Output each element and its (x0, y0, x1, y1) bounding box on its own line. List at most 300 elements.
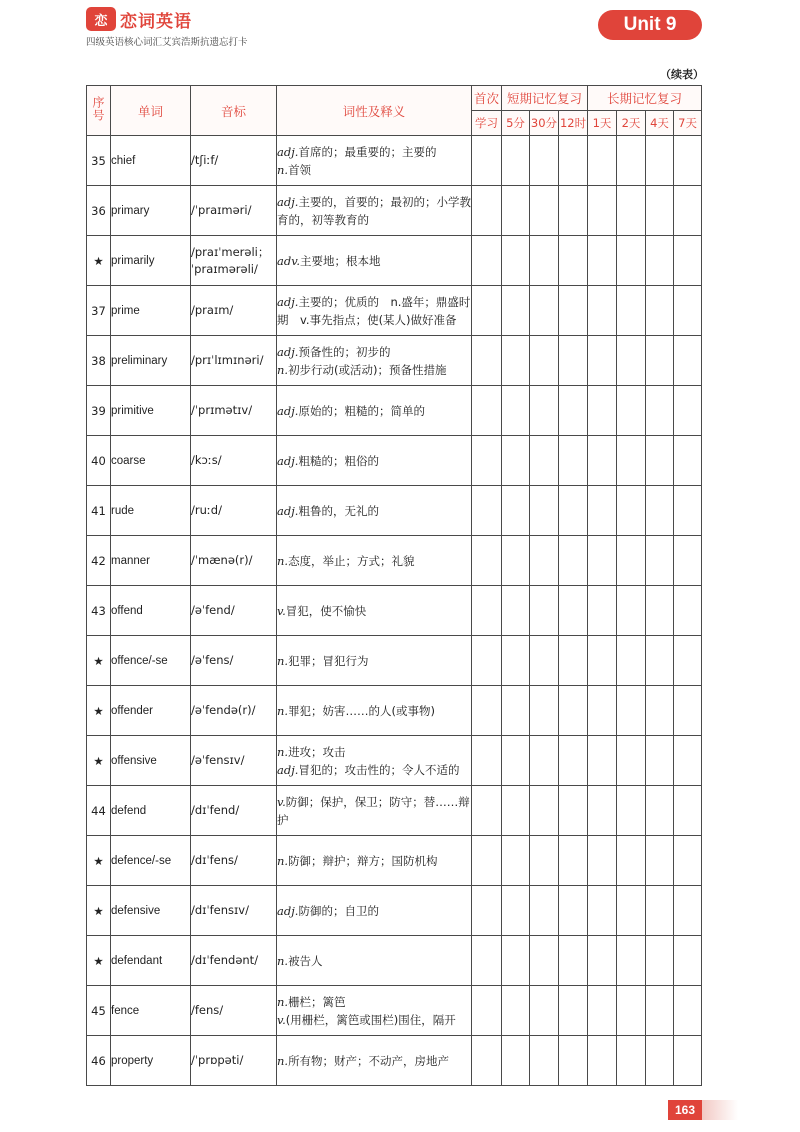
part-of-speech: adj. (277, 453, 299, 468)
word: preliminary (111, 336, 191, 386)
meaning: 期 v.事先指点；使(某人)做好准备 (277, 312, 457, 327)
definition-line (277, 252, 471, 270)
definition-line (277, 161, 471, 179)
definition-line (277, 552, 471, 570)
unit-badge: Unit 9 (598, 10, 702, 40)
review-checkbox[interactable] (646, 136, 674, 186)
review-checkbox[interactable] (674, 686, 702, 736)
table-row (87, 536, 702, 586)
page-tab-decoration (702, 1100, 738, 1120)
review-checkbox[interactable] (559, 586, 588, 636)
meaning: 进攻；攻击 (288, 744, 346, 759)
review-checkbox[interactable] (646, 986, 674, 1036)
review-checkbox[interactable] (646, 386, 674, 436)
col-header-word: 单词 (111, 86, 191, 136)
review-checkbox[interactable] (502, 286, 530, 336)
col-header-7day: 7天 (674, 111, 702, 136)
table-row (87, 986, 702, 1036)
part-of-speech: adj. (277, 194, 299, 209)
meaning: 首席的；最重要的；主要的 (298, 144, 437, 159)
col-header-definition: 词性及释义 (277, 86, 472, 136)
phonetic (191, 586, 277, 636)
definition-line (277, 952, 471, 970)
row-number: ★ (87, 636, 111, 686)
table-continued-note: （续表） (660, 68, 704, 81)
review-checkbox[interactable] (617, 536, 646, 586)
word: manner (111, 536, 191, 586)
review-checkbox[interactable] (559, 136, 588, 186)
part-of-speech: n. (277, 953, 289, 968)
review-checkbox[interactable] (502, 236, 530, 286)
definition (277, 136, 472, 186)
phonetic (191, 736, 277, 786)
review-checkbox[interactable] (588, 436, 617, 486)
review-checkbox[interactable] (559, 836, 588, 886)
review-checkbox[interactable] (646, 486, 674, 536)
page-number: 163 (668, 1100, 702, 1120)
review-checkbox[interactable] (559, 1036, 588, 1086)
review-checkbox[interactable] (472, 836, 502, 886)
review-checkbox[interactable] (617, 236, 646, 286)
review-checkbox[interactable] (502, 686, 530, 736)
phonetic (191, 836, 277, 886)
review-checkbox[interactable] (646, 686, 674, 736)
row-number: ★ (87, 686, 111, 736)
phonetic-line: /əˈfensɪv/ (191, 753, 245, 767)
review-checkbox[interactable] (530, 836, 559, 886)
review-checkbox[interactable] (530, 286, 559, 336)
review-checkbox[interactable] (588, 686, 617, 736)
meaning: 主要的，首要的；最初的；小学教 (298, 194, 471, 209)
definition (277, 586, 472, 636)
review-checkbox[interactable] (646, 736, 674, 786)
review-checkbox[interactable] (646, 586, 674, 636)
phonetic-line: /kɔːs/ (191, 453, 222, 467)
review-checkbox[interactable] (530, 386, 559, 436)
review-checkbox[interactable] (617, 836, 646, 886)
review-checkbox[interactable] (588, 136, 617, 186)
review-checkbox[interactable] (646, 936, 674, 986)
definition-line (277, 702, 471, 720)
review-checkbox[interactable] (530, 786, 559, 836)
phonetic (191, 386, 277, 436)
review-checkbox[interactable] (646, 336, 674, 386)
phonetic-line: ˈpraɪmərəli/ (191, 261, 258, 276)
table-row (87, 686, 702, 736)
review-checkbox[interactable] (588, 636, 617, 686)
review-checkbox[interactable] (530, 236, 559, 286)
definition (277, 286, 472, 336)
part-of-speech: n. (277, 994, 289, 1009)
meaning: 防御；保护，保卫；防守；替……辩护 (277, 794, 470, 827)
meaning: 态度，举止；方式；礼貌 (288, 553, 415, 568)
review-checkbox[interactable] (559, 786, 588, 836)
review-checkbox[interactable] (674, 136, 702, 186)
review-checkbox[interactable] (646, 436, 674, 486)
review-checkbox[interactable] (617, 486, 646, 536)
review-checkbox[interactable] (674, 836, 702, 886)
definition-line (277, 743, 471, 761)
row-number: ★ (87, 886, 111, 936)
phonetic-line: /əˈfendə(r)/ (191, 703, 256, 717)
review-checkbox[interactable] (472, 186, 502, 236)
table-row (87, 386, 702, 436)
meaning: 主要的；优质的 n.盛年；鼎盛时 (298, 294, 471, 309)
review-checkbox[interactable] (502, 1036, 530, 1086)
meaning: 防御的；自卫的 (298, 903, 379, 918)
review-checkbox[interactable] (530, 736, 559, 786)
review-checkbox[interactable] (502, 986, 530, 1036)
meaning: 粗糙的；粗俗的 (298, 453, 379, 468)
review-checkbox[interactable] (674, 986, 702, 1036)
review-checkbox[interactable] (646, 886, 674, 936)
phonetic-line: /tʃiːf/ (191, 153, 219, 167)
review-checkbox[interactable] (559, 236, 588, 286)
review-checkbox[interactable] (502, 136, 530, 186)
review-checkbox[interactable] (472, 586, 502, 636)
review-checkbox[interactable] (472, 936, 502, 986)
word: fence (111, 986, 191, 1036)
review-checkbox[interactable] (646, 1036, 674, 1086)
part-of-speech: adv. (277, 253, 301, 268)
definition-line (277, 293, 471, 311)
review-checkbox[interactable] (617, 286, 646, 336)
definition (277, 386, 472, 436)
review-checkbox[interactable] (674, 886, 702, 936)
part-of-speech: v. (277, 1012, 286, 1027)
review-checkbox[interactable] (646, 286, 674, 336)
review-checkbox[interactable] (559, 336, 588, 386)
review-checkbox[interactable] (472, 136, 502, 186)
review-checkbox[interactable] (588, 586, 617, 636)
review-checkbox[interactable] (674, 1036, 702, 1086)
review-checkbox[interactable] (617, 336, 646, 386)
phonetic (191, 486, 277, 536)
meaning: 育的，初等教育的 (277, 212, 369, 227)
review-checkbox[interactable] (588, 886, 617, 936)
row-number: 45 (87, 986, 111, 1036)
review-checkbox[interactable] (559, 186, 588, 236)
definition (277, 636, 472, 686)
review-checkbox[interactable] (646, 536, 674, 586)
review-checkbox[interactable] (617, 386, 646, 436)
review-checkbox[interactable] (674, 236, 702, 286)
table-row (87, 736, 702, 786)
definition (277, 186, 472, 236)
review-checkbox[interactable] (472, 436, 502, 486)
phonetic-line: /dɪˈfensɪv/ (191, 903, 249, 917)
phonetic (191, 636, 277, 686)
word: defensive (111, 886, 191, 936)
word: offender (111, 686, 191, 736)
review-checkbox[interactable] (617, 136, 646, 186)
review-checkbox[interactable] (617, 786, 646, 836)
phonetic (191, 136, 277, 186)
review-checkbox[interactable] (502, 536, 530, 586)
part-of-speech: n. (277, 744, 289, 759)
review-checkbox[interactable] (530, 986, 559, 1036)
review-checkbox[interactable] (472, 336, 502, 386)
meaning: 防御；辩护；辩方；国防机构 (288, 853, 438, 868)
review-checkbox[interactable] (530, 486, 559, 536)
definition (277, 236, 472, 286)
phonetic (191, 986, 277, 1036)
review-checkbox[interactable] (502, 336, 530, 386)
col-header-12h: 12时 (559, 111, 588, 136)
word: primary (111, 186, 191, 236)
review-checkbox[interactable] (530, 936, 559, 986)
review-checkbox[interactable] (617, 686, 646, 736)
review-checkbox[interactable] (559, 986, 588, 1036)
phonetic-line: /prɪˈlɪmɪnəri/ (191, 353, 264, 367)
review-checkbox[interactable] (617, 1036, 646, 1086)
part-of-speech: adj. (277, 762, 299, 777)
row-number: 36 (87, 186, 111, 236)
review-checkbox[interactable] (472, 986, 502, 1036)
meaning: 犯罪；冒犯行为 (288, 653, 369, 668)
part-of-speech: adj. (277, 144, 299, 159)
review-checkbox[interactable] (502, 936, 530, 986)
review-checkbox[interactable] (502, 486, 530, 536)
review-checkbox[interactable] (472, 236, 502, 286)
review-checkbox[interactable] (472, 486, 502, 536)
phonetic-line: /fens/ (191, 1003, 224, 1017)
review-checkbox[interactable] (472, 386, 502, 436)
definition-line (277, 402, 471, 420)
review-checkbox[interactable] (617, 186, 646, 236)
review-checkbox[interactable] (472, 636, 502, 686)
meaning: 首领 (288, 162, 312, 177)
part-of-speech: v. (277, 603, 286, 618)
review-checkbox[interactable] (588, 286, 617, 336)
review-checkbox[interactable] (674, 436, 702, 486)
review-checkbox[interactable] (530, 886, 559, 936)
definition (277, 436, 472, 486)
review-checkbox[interactable] (472, 536, 502, 586)
table-row (87, 236, 702, 286)
definition (277, 736, 472, 786)
row-number: 35 (87, 136, 111, 186)
word: rude (111, 486, 191, 536)
review-checkbox[interactable] (472, 786, 502, 836)
phonetic-line: /ruːd/ (191, 503, 222, 517)
review-checkbox[interactable] (559, 536, 588, 586)
meaning: 冒犯的；攻击性的；令人不适的 (298, 762, 460, 777)
review-checkbox[interactable] (617, 736, 646, 786)
review-checkbox[interactable] (588, 336, 617, 386)
review-checkbox[interactable] (646, 186, 674, 236)
review-checkbox[interactable] (646, 236, 674, 286)
review-checkbox[interactable] (646, 636, 674, 686)
review-checkbox[interactable] (559, 636, 588, 686)
row-number: ★ (87, 736, 111, 786)
review-checkbox[interactable] (530, 136, 559, 186)
phonetic-line: /ˈpraɪməri/ (191, 203, 252, 217)
phonetic-line: /əˈfend/ (191, 603, 235, 617)
part-of-speech: n. (277, 703, 289, 718)
definition-line (277, 761, 471, 779)
review-checkbox[interactable] (559, 886, 588, 936)
review-checkbox[interactable] (472, 686, 502, 736)
review-checkbox[interactable] (472, 286, 502, 336)
phonetic-line: /ˈprɒpəti/ (191, 1053, 244, 1067)
review-checkbox[interactable] (530, 436, 559, 486)
review-checkbox[interactable] (502, 436, 530, 486)
phonetic (191, 786, 277, 836)
review-checkbox[interactable] (674, 336, 702, 386)
row-number: 38 (87, 336, 111, 386)
review-checkbox[interactable] (588, 536, 617, 586)
word: primarily (111, 236, 191, 286)
definition-line (277, 652, 471, 670)
review-checkbox[interactable] (674, 286, 702, 336)
phonetic (191, 186, 277, 236)
definition-line (277, 361, 471, 379)
review-checkbox[interactable] (588, 486, 617, 536)
review-checkbox[interactable] (502, 586, 530, 636)
review-checkbox[interactable] (588, 186, 617, 236)
part-of-speech: adj. (277, 344, 299, 359)
meaning: 初步行动(或活动)；预备性措施 (288, 362, 447, 377)
meaning: 被告人 (288, 953, 323, 968)
phonetic (191, 336, 277, 386)
review-checkbox[interactable] (559, 486, 588, 536)
review-checkbox[interactable] (588, 236, 617, 286)
review-checkbox[interactable] (530, 536, 559, 586)
review-checkbox[interactable] (559, 436, 588, 486)
phonetic-line: /əˈfens/ (191, 653, 234, 667)
definition (277, 1036, 472, 1086)
table-row (87, 336, 702, 386)
review-checkbox[interactable] (559, 936, 588, 986)
review-checkbox[interactable] (617, 436, 646, 486)
review-checkbox[interactable] (502, 186, 530, 236)
table-row (87, 486, 702, 536)
review-checkbox[interactable] (674, 536, 702, 586)
review-checkbox[interactable] (674, 786, 702, 836)
review-checkbox[interactable] (502, 786, 530, 836)
review-checkbox[interactable] (530, 1036, 559, 1086)
definition-line (277, 1011, 471, 1029)
word: defence/-se (111, 836, 191, 886)
review-checkbox[interactable] (588, 786, 617, 836)
review-checkbox[interactable] (674, 736, 702, 786)
review-checkbox[interactable] (502, 836, 530, 886)
review-checkbox[interactable] (674, 936, 702, 986)
review-checkbox[interactable] (588, 1036, 617, 1086)
review-checkbox[interactable] (530, 636, 559, 686)
row-number: 37 (87, 286, 111, 336)
meaning: 预备性的；初步的 (298, 344, 391, 359)
col-header-30min: 30分 (530, 111, 559, 136)
review-checkbox[interactable] (617, 986, 646, 1036)
review-checkbox[interactable] (530, 586, 559, 636)
review-checkbox[interactable] (588, 736, 617, 786)
meaning: 粗鲁的，无礼的 (298, 503, 379, 518)
review-checkbox[interactable] (472, 736, 502, 786)
table-row (87, 786, 702, 836)
review-checkbox[interactable] (530, 336, 559, 386)
definition (277, 786, 472, 836)
col-header-phonetic: 音标 (191, 86, 277, 136)
meaning: (用栅栏，篱笆或围栏)围住，隔开 (285, 1012, 456, 1027)
definition (277, 886, 472, 936)
brand (86, 6, 192, 32)
review-checkbox[interactable] (559, 736, 588, 786)
phonetic (191, 1036, 277, 1086)
phonetic-line: /ˈmænə(r)/ (191, 553, 253, 567)
review-checkbox[interactable] (502, 386, 530, 436)
review-checkbox[interactable] (588, 836, 617, 886)
part-of-speech: n. (277, 853, 289, 868)
phonetic-line: /ˈprɪmətɪv/ (191, 403, 253, 417)
row-number: 44 (87, 786, 111, 836)
definition (277, 536, 472, 586)
review-checkbox[interactable] (559, 686, 588, 736)
row-number: ★ (87, 936, 111, 986)
review-checkbox[interactable] (674, 186, 702, 236)
meaning: 主要地；根本地 (300, 253, 381, 268)
meaning: 所有物；财产；不动产，房地产 (288, 1053, 450, 1068)
definition (277, 936, 472, 986)
review-checkbox[interactable] (502, 736, 530, 786)
review-checkbox[interactable] (588, 936, 617, 986)
phonetic (191, 886, 277, 936)
review-checkbox[interactable] (502, 636, 530, 686)
review-checkbox[interactable] (617, 636, 646, 686)
review-checkbox[interactable] (530, 686, 559, 736)
review-checkbox[interactable] (646, 786, 674, 836)
phonetic-line: /dɪˈfens/ (191, 853, 238, 867)
review-checkbox[interactable] (617, 886, 646, 936)
definition-line (277, 1052, 471, 1070)
definition-line (277, 143, 471, 161)
review-checkbox[interactable] (674, 586, 702, 636)
phonetic-line: /dɪˈfendənt/ (191, 953, 259, 967)
table-row (87, 136, 702, 186)
definition-line (277, 343, 471, 361)
col-header-short-review: 短期记忆复习 (502, 86, 588, 111)
review-checkbox[interactable] (646, 836, 674, 886)
definition-line (277, 502, 471, 520)
definition-line (277, 602, 471, 620)
part-of-speech: adj. (277, 294, 299, 309)
review-checkbox[interactable] (674, 486, 702, 536)
word: offensive (111, 736, 191, 786)
review-checkbox[interactable] (559, 286, 588, 336)
table-row (87, 186, 702, 236)
definition-line (277, 993, 471, 1011)
review-checkbox[interactable] (559, 386, 588, 436)
table-row (87, 636, 702, 686)
review-checkbox[interactable] (617, 586, 646, 636)
review-checkbox[interactable] (588, 986, 617, 1036)
col-header-4day: 4天 (646, 111, 674, 136)
review-checkbox[interactable] (617, 936, 646, 986)
part-of-speech: n. (277, 653, 289, 668)
definition (277, 486, 472, 536)
review-checkbox[interactable] (530, 186, 559, 236)
review-checkbox[interactable] (588, 386, 617, 436)
review-checkbox[interactable] (674, 636, 702, 686)
review-checkbox[interactable] (674, 386, 702, 436)
definition-line (277, 902, 471, 920)
review-checkbox[interactable] (502, 886, 530, 936)
review-checkbox[interactable] (472, 1036, 502, 1086)
row-number: 43 (87, 586, 111, 636)
part-of-speech: adj. (277, 503, 299, 518)
review-checkbox[interactable] (472, 886, 502, 936)
